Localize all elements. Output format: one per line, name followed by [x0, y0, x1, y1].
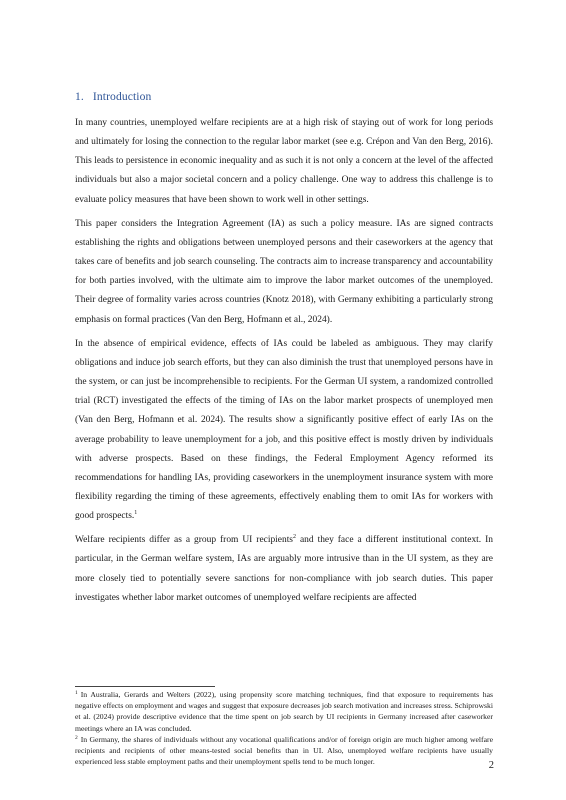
- footnote-text-2: In Germany, the shares of individuals without any vocational qualifications and/or of foreign origin are much higher among welfare recipients and recipients of other means-tested social benefits than in UI. Also, unemployed welfare recipients have usually experienced less stable employment paths and their unemployment spells tend to be much longer.: [75, 734, 493, 767]
- paragraph-1: In many countries, unemployed welfare recipients are at a high risk of staying out of work for long periods and ultimately for losing the connection to the regular labor market (see e.g. Crépon and Van den Berg, 2016). This leads to persistence in economic inequality and as such it is not only a concern at the level of the affected individuals but also a major societal concern and a policy challenge. One way to address this challenge is to evaluate policy measures that have been shown to work well in other settings.: [75, 118, 493, 205]
- paragraph-3-text: In the absence of empirical evidence, effects of IAs could be labeled as ambiguous. They may clarify obligations and induce job search efforts, but they can also diminish the trust that unemployed persons have in the system, or can just be incomprehensible to recipients. For the German UI system, a randomized controlled trial (RCT) investigated the effects of the timing of IAs on the labor market prospects of unemployed men (Van den Berg, Hofmann et al. 2024). The results show a significantly positive effect of early IAs on the average probability to leave unemployment for a job, and this positive effect is mostly driven by individuals with adverse prospects. Based on these findings, the Federal Employment Agency reformed its recommendations for handling IAs, providing caseworkers in the unemployment insurance system with more flexibility regarding the timing of these agreements, effectively enabling them to omit IAs for workers with good prospects.: [75, 338, 493, 522]
- footnote-ref-2[interactable]: 2: [292, 534, 296, 541]
- footnote-text-1: In Australia, Gerards and Welters (2022), using propensity score matching techniques, find that exposure to requirements has negative effects on employment and wages and suggest that exposure decreases job search motivation and increases stress. Schiprowski et al. (2024) provide descriptive evidence that the time spent on job search by UI recipients in Germany increased after caseworker meetings where an IA was concluded.: [75, 690, 493, 733]
- paragraph-3: [75, 335, 493, 527]
- footnote-mark-1: 1: [75, 690, 78, 696]
- paragraph-2: This paper considers the Integration Agreement (IA) as such a policy measure. IAs are signed contracts establishing the rights and obligations between unemployed persons and their caseworkers at the agency that takes care of benefits and job search counseling. The contracts aim to increase transparency and accountability for both parties involved, with the ultimate aim to improve the labor market outcomes of the unemployed. Their degree of formality varies across countries (Knotz 2018), with Germany exhibiting a particularly strong emphasis on formal practices (Van den Berg, Hofmann et al., 2024).: [75, 218, 493, 325]
- paragraph-4-text-a: Welfare recipients differ as a group from UI recipients: [75, 535, 293, 546]
- paragraph-4-text-b: and they face a different institutional context. In particular, in the German welfare system, IAs are arguably more intrusive than in the UI system, as they are more closely tied to potentially severe sanctions for non-compliance with job search duties. This paper investigates whether labor market outcomes of unemployed welfare recipients are affected: [75, 535, 493, 603]
- footnotes: [75, 689, 493, 767]
- footnote-1: [75, 689, 493, 734]
- page-number: 2: [488, 760, 494, 771]
- footnote-2: [75, 734, 493, 768]
- section-number: 1.: [75, 90, 84, 103]
- section-title: Introduction: [92, 90, 152, 103]
- footnote-mark-2: 2: [75, 734, 78, 741]
- footnote-ref-1[interactable]: 1: [134, 510, 138, 517]
- section-heading: [75, 90, 151, 103]
- footnote-separator: [75, 686, 215, 687]
- paragraph-4: [75, 531, 493, 608]
- body-text: [75, 114, 493, 613]
